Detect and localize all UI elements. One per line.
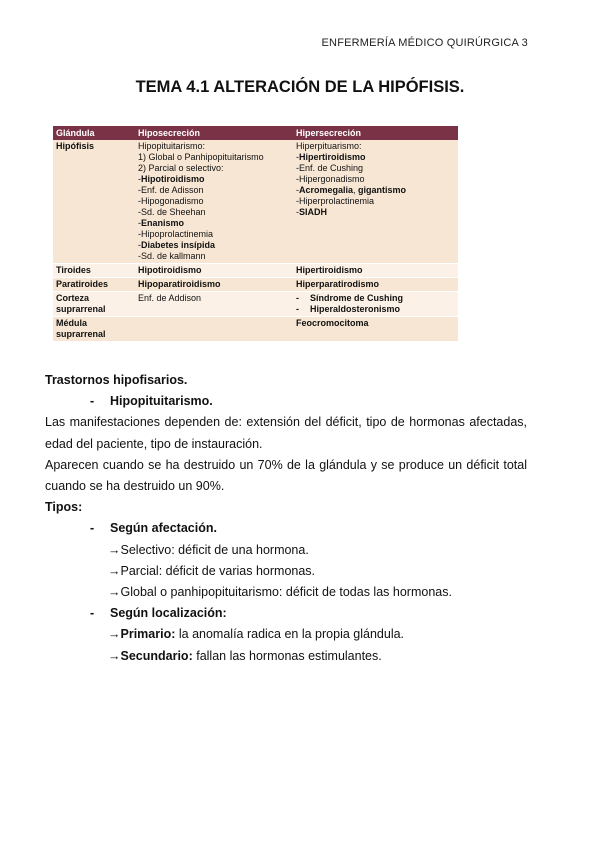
- text: ,: [353, 185, 359, 195]
- gland-line-2: suprarrenal: [56, 304, 106, 314]
- subsection-heading: [45, 391, 527, 412]
- bold-text: Primario:: [120, 627, 176, 642]
- type-group-label: Según localización:: [110, 606, 227, 621]
- document-body: [45, 370, 527, 667]
- cell-hyper: [293, 292, 458, 317]
- hyper-item-text: Síndrome de Cushing: [310, 293, 404, 303]
- paragraph: Las manifestaciones dependen de: extensión del déficit, tipo de hormonas afectadas, edad del paciente, tipo de instauración.: [45, 415, 527, 451]
- cell-hypo: Hipoparatiroidismo: [135, 278, 293, 292]
- list-item: [138, 163, 290, 174]
- type-group-label: Según afectación.: [110, 521, 217, 536]
- text: -Hiperprolactinemia: [296, 196, 375, 206]
- localizacion-list: [45, 624, 527, 666]
- dash: -: [90, 394, 95, 409]
- table-row-hipofisis: [53, 140, 458, 264]
- types-heading: Tipos:: [45, 500, 83, 515]
- text: -: [296, 185, 299, 195]
- text: -: [138, 240, 141, 250]
- col-header-hyposecretion: Hiposecreción: [135, 126, 293, 140]
- list-item: [296, 163, 455, 174]
- text: la anomalía radica en la propia glándula.: [175, 627, 405, 642]
- text: -Enf. de Cushing: [296, 163, 364, 173]
- bold-text: SIADH: [299, 207, 328, 217]
- dash: -: [90, 606, 95, 621]
- cell-gland: [53, 317, 135, 342]
- text: -Hipogonadismo: [138, 196, 204, 206]
- list-item: [138, 174, 290, 185]
- type-group-heading: [45, 518, 527, 539]
- arrow-icon: →: [108, 563, 121, 578]
- bold-text: Diabetes insípida: [141, 240, 216, 250]
- cell-hypo-list: [135, 140, 293, 264]
- cell-gland: Paratiroides: [53, 278, 135, 292]
- list-item: [138, 207, 290, 218]
- cell-hyper-list: [293, 140, 458, 264]
- arrow-icon: →: [108, 648, 121, 663]
- arrow-icon: →: [108, 627, 121, 642]
- table-row-paratiroides: [53, 278, 458, 292]
- gland-line-1: Médula: [56, 318, 88, 328]
- paragraph: Aparecen cuando se ha destruido un 70% de la glándula y se produce un déficit total cuando se ha destruido un 90%.: [45, 457, 527, 494]
- bold-text: Hipotiroidismo: [141, 174, 205, 184]
- gland-line-2: suprarrenal: [56, 329, 106, 339]
- text: Hiperpituarismo:: [296, 141, 362, 151]
- cell-hypo: [135, 317, 293, 342]
- text: Hipopituitarismo:: [138, 141, 206, 151]
- cell-hyper: Hiperparatirodismo: [293, 278, 458, 292]
- table-row-corteza: [53, 292, 458, 317]
- text: 1) Global o Panhipopituitarismo: [138, 152, 264, 162]
- cell-gland: [53, 292, 135, 317]
- cell-hyper: Feocromocitoma: [293, 317, 458, 342]
- afectacion-list: [45, 540, 527, 604]
- bullet: -: [296, 304, 299, 314]
- list-item: [138, 240, 290, 251]
- list-item: [45, 582, 527, 603]
- cell-hypo: Enf. de Addison: [135, 292, 293, 317]
- cell-hypo: Hipotiroidismo: [135, 264, 293, 278]
- arrow-icon: →: [108, 585, 121, 600]
- text: -Enf. de Adisson: [138, 185, 204, 195]
- list-item: [138, 218, 290, 229]
- gland-table: [53, 126, 458, 341]
- col-header-hypersecretion: Hipersecreción: [293, 126, 458, 140]
- table-header-row: [53, 126, 458, 140]
- cell-gland: Hipófisis: [56, 141, 95, 151]
- arrow-icon: →: [108, 542, 121, 557]
- section-heading: Trastornos hipofisarios.: [45, 373, 188, 387]
- text: -: [296, 152, 299, 162]
- col-header-gland: Glándula: [53, 126, 135, 140]
- bold-text: gigantismo: [358, 185, 407, 195]
- list-item: [45, 540, 527, 561]
- text: Global o panhipopituitarismo: déficit de todas las hormonas.: [120, 585, 452, 600]
- bold-text: Enanismo: [141, 218, 185, 228]
- text: -Sd. de kallmann: [138, 251, 206, 261]
- bullet: -: [296, 293, 299, 303]
- subsection-label: Hipopituitarismo.: [110, 394, 213, 409]
- list-item: [296, 196, 455, 207]
- running-header: ENFERMERÍA MÉDICO QUIRÚRGICA 3: [321, 37, 528, 49]
- cell-gland: Tiroides: [53, 264, 135, 278]
- page-title: TEMA 4.1 ALTERACIÓN DE LA HIPÓFISIS.: [135, 78, 465, 96]
- list-item: [138, 152, 290, 163]
- list-item: [45, 624, 527, 645]
- list-item: [296, 152, 455, 163]
- gland-line-1: Corteza: [56, 293, 90, 303]
- text: -: [138, 218, 141, 228]
- list-item: [296, 141, 455, 152]
- bold-text: Hipertiroidismo: [299, 152, 366, 162]
- table-row-medula: [53, 317, 458, 342]
- list-item: [45, 646, 527, 667]
- hyper-item: [296, 304, 455, 315]
- text: -: [138, 174, 141, 184]
- text: -Hipergonadismo: [296, 174, 365, 184]
- list-item: [138, 185, 290, 196]
- text: Selectivo: déficit de una hormona.: [120, 542, 309, 557]
- list-item: [296, 185, 455, 196]
- cell-hyper: Hipertiroidismo: [293, 264, 458, 278]
- dash: -: [90, 521, 95, 536]
- text: fallan las hormonas estimulantes.: [192, 648, 382, 663]
- table-row-tiroides: [53, 264, 458, 278]
- list-item: [138, 229, 290, 240]
- type-group-heading: [45, 603, 527, 624]
- list-item: [296, 174, 455, 185]
- text: -: [296, 207, 299, 217]
- list-item: [138, 251, 290, 262]
- hyper-item-text: Hiperaldosteronismo: [310, 304, 401, 314]
- text: 2) Parcial o selectivo:: [138, 163, 224, 173]
- list-item: [45, 561, 527, 582]
- list-item: [138, 141, 290, 152]
- bold-text: Acromegalia: [299, 185, 354, 195]
- list-item: [296, 207, 455, 218]
- hyper-item: [296, 293, 455, 304]
- text: -Hipoprolactinemia: [138, 229, 214, 239]
- text: -Sd. de Sheehan: [138, 207, 206, 217]
- bold-text: Secundario:: [120, 648, 193, 663]
- list-item: [138, 196, 290, 207]
- text: Parcial: déficit de varias hormonas.: [120, 563, 316, 578]
